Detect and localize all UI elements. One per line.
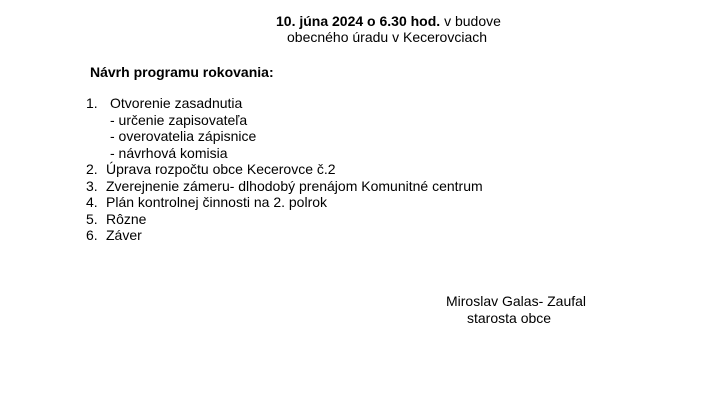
agenda-subitem: - návrhová komisia [110,144,228,161]
signature-block [446,293,586,327]
meeting-datetime: 10. júna 2024 o 6.30 hod. [276,13,441,29]
agenda-item-label: Zverejnenie zámeru- dlhodobý prenájom Komunitné centrum [106,177,483,194]
agenda-item-label: Plán kontrolnej činnosti na 2. polrok [106,194,328,210]
agenda-heading: Návrh programu rokovania: [90,64,274,80]
agenda-item [86,178,483,195]
agenda-item [86,161,483,178]
agenda-item-label: Záver [106,227,142,243]
agenda-item [86,194,483,211]
agenda-item-label: Rôzne [106,210,147,227]
meeting-location-prefix: v budove [440,13,501,29]
agenda-item-label: Otvorenie zasadnutia [110,95,243,111]
agenda-item-number: 5. [86,210,98,227]
agenda-item [86,227,483,244]
signatory-name: Miroslav Galas- Zaufal [446,293,587,309]
agenda-list [86,95,483,244]
agenda-subitem: - overovatelia zápisnice [110,128,257,144]
agenda-item-label: Úprava rozpočtu obce Kecerovce č.2 [106,161,336,177]
agenda-item [86,95,483,112]
agenda-item [86,211,483,228]
meeting-location: obecného úradu v Kecerovciach [287,29,488,45]
agenda-subitem: - určenie zapisovateľa [110,111,248,128]
agenda-item-number: 6. [86,227,98,243]
agenda-item-number: 1. [86,95,98,111]
agenda-item-number: 2. [86,161,98,177]
agenda-item-number: 4. [86,194,98,210]
agenda-item-number: 3. [86,177,98,194]
signatory-role: starosta obce [467,310,552,326]
